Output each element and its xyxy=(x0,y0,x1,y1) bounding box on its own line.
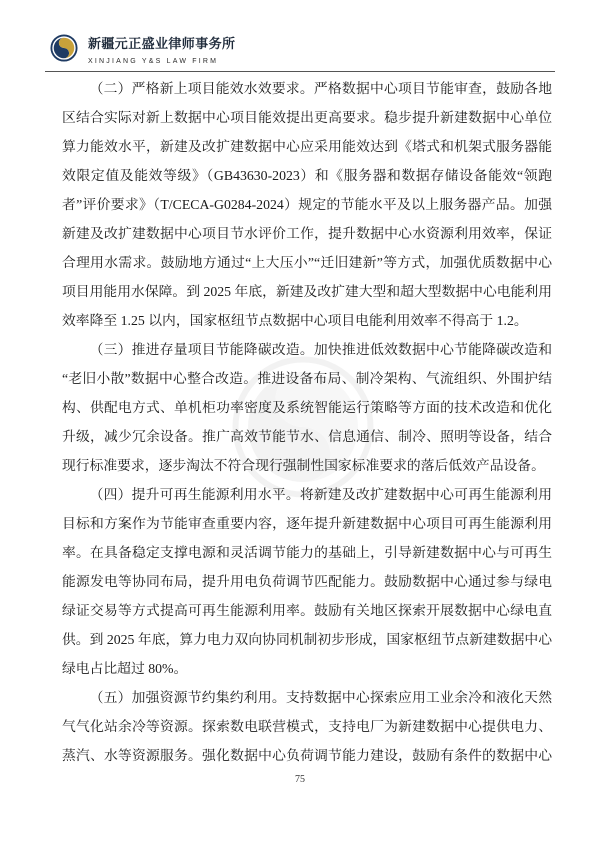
paragraph-line: 能源发电等协同布局，提升用电负荷调节匹配能力。鼓励数据中心通过参与绿电 xyxy=(62,574,552,589)
header-divider xyxy=(45,71,555,72)
paragraph-line: 升级，减少冗余设备。推广高效节能节水、信息通信、制冷、照明等设备，结合 xyxy=(62,429,552,444)
paragraph-line: 供。到 2025 年底，算力电力双向协同机制初步形成，国家枢纽节点新建数据中心 xyxy=(62,632,552,647)
page-header xyxy=(0,0,600,72)
paragraph-line: （五）加强资源节约集约利用。支持数据中心探索应用工业余冷和液化天然 xyxy=(89,690,552,705)
paragraph-line: 气气化站余冷等资源。探索数电联营模式，支持电厂为新建数据中心提供电力、 xyxy=(62,719,552,734)
paragraph-energy-water-efficiency xyxy=(62,74,552,335)
paragraph-line: （二）严格新上项目能效水效要求。严格数据中心项目节能审查，鼓励各地 xyxy=(89,81,552,96)
page-number: 75 xyxy=(295,774,305,785)
paragraph-line: “老旧小散”数据中心整合改造。推进设备布局、制冷架构、气流组织、外围护结 xyxy=(62,371,552,386)
paragraph-line: 目标和方案作为节能审查重要内容，逐年提升新建数据中心项目可再生能源利用 xyxy=(62,516,552,531)
paragraph-line: （四）提升可再生能源利用水平。将新建及改扩建数据中心可再生能源利用 xyxy=(89,487,552,502)
paragraph-line: 现行标准要求，逐步淘汰不符合现行强制性国家标准要求的落后低效产品设备。 xyxy=(62,458,545,473)
paragraph-line: 构、供配电方式、单机柜功率密度及系统智能运行策略等方面的技术改造和优化 xyxy=(62,400,552,415)
paragraph-line: 绿电占比超过 80%。 xyxy=(62,661,188,676)
paragraph-line: 效限定值及能效等级》（GB43630-2023）和《服务器和数据存储设备能效“领跑 xyxy=(62,168,552,183)
paragraph-line: 合理用水需求。鼓励地方通过“上大压小”“迁旧建新”等方式，加强优质数据中心 xyxy=(62,255,552,270)
paragraph-line: 者”评价要求》（T/CECA-G0284-2024）规定的节能水平及以上服务器产品。加强 xyxy=(62,197,552,212)
paragraph-line: 绿证交易等方式提高可再生能源利用率。鼓励有关地区探索开展数据中心绿电直 xyxy=(62,603,552,618)
firm-name: 新疆元正盛业律师事务所 xyxy=(88,37,236,52)
paragraph-line: 新建及改扩建数据中心项目节水评价工作，提升数据中心水资源利用效率，保证 xyxy=(62,226,552,241)
paragraph-existing-projects-retrofit xyxy=(62,335,552,480)
firm-name-english: XINJIANG Y&S LAW FIRM xyxy=(88,58,219,65)
paragraph-line: 蒸汽、水等资源服务。强化数据中心负荷调节能力建设，鼓励有条件的数据中心 xyxy=(62,748,552,763)
paragraph-line: （三）推进存量项目节能降碳改造。加快推进低效数据中心节能降碳改造和 xyxy=(89,342,552,357)
paragraph-line: 率。在具备稳定支撑电源和灵活调节能力的基础上，引导新建数据中心与可再生 xyxy=(62,545,552,560)
document-body xyxy=(62,74,552,770)
paragraph-line: 效率降至 1.25 以内，国家枢纽节点数据中心项目电能利用效率不得高于 1.2。 xyxy=(62,313,528,328)
paragraph-resource-conservation xyxy=(62,683,552,770)
firm-logo-icon xyxy=(50,34,78,62)
paragraph-line: 项目用能用水保障。到 2025 年底，新建及改扩建大型和超大型数据中心电能利用 xyxy=(62,284,552,299)
paragraph-line: 区结合实际对新上数据中心项目能效提出更高要求。稳步提升新建数据中心单位 xyxy=(62,110,552,125)
paragraph-renewable-energy xyxy=(62,480,552,683)
paragraph-line: 算力能效水平，新建及改扩建数据中心应采用能效达到《塔式和机架式服务器能 xyxy=(62,139,552,154)
